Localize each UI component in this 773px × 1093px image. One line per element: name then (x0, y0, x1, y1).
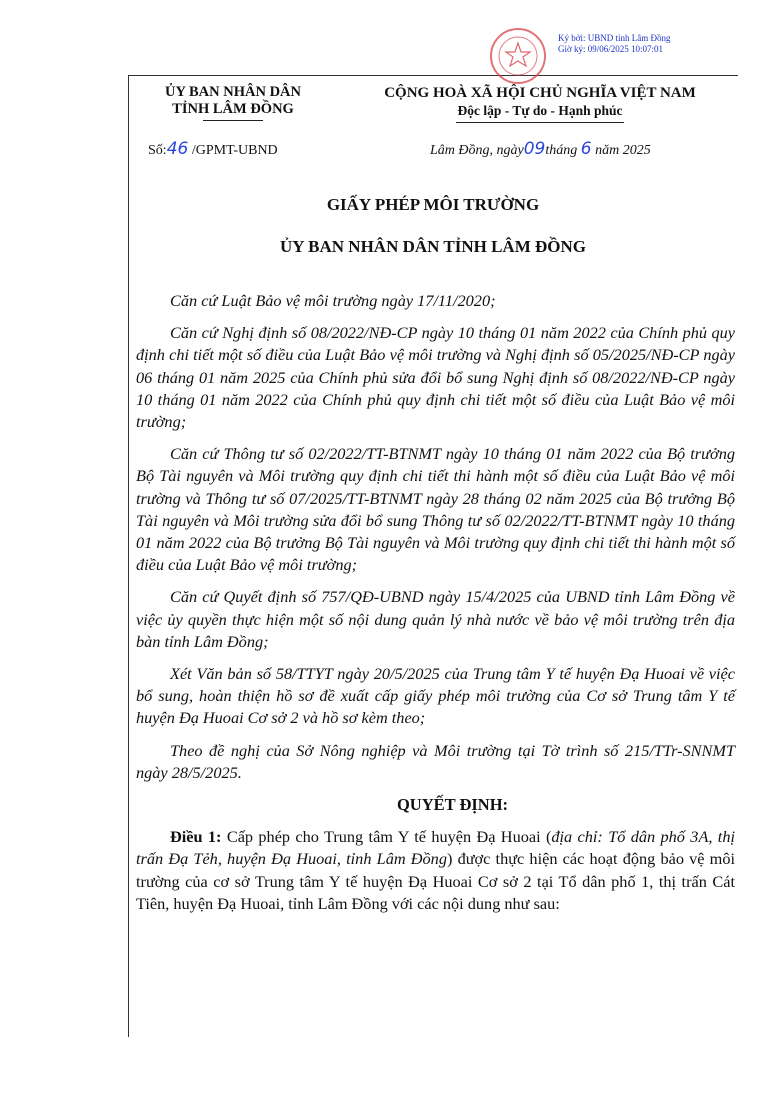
signature-signed-by: Ký bởi: UBND tỉnh Lâm Đồng (558, 33, 671, 43)
agency-line-2: TỈNH LÂM ĐỒNG (172, 101, 294, 117)
official-seal-icon (488, 26, 548, 86)
number-handwritten: 46 (166, 139, 189, 159)
national-header (345, 84, 735, 123)
article-1-text-b: ) được thực hiện các hoạt động bảo vệ môi trường của cơ sở Trung tâm Y tế huyện Đạ Huoai Cơ sở 2 tại Tổ dân phố 1, thị trấn Cát Tiên, huyện Đạ Huoai, tỉnh Lâm Đồng với các nội dung như sau: (136, 849, 736, 913)
issue-date (430, 139, 651, 159)
preamble-item: Căn cứ Nghị định số 08/2022/NĐ-CP ngày 10 tháng 01 năm 2022 của Chính phủ quy định chi tiết một số điều của Luật Bảo vệ môi trường và Nghị định số 05/2025/NĐ-CP ngày 06 tháng 01 năm 2025 của Chính phủ sửa đổi bổ sung Nghị định số 08/2022/NĐ-CP ngày 10 tháng 01 năm 2022 của Chính phủ quy định chi tiết một số điều của Luật Bảo vệ môi trường; (136, 323, 735, 432)
preamble-item: Xét Văn bản số 58/TTYT ngày 20/5/2025 của Trung tâm Y tế huyện Đạ Huoai về việc bổ sung, hoàn thiện hồ sơ đề xuất cấp giấy phép môi trường của Cơ sở Trung tâm Y tế huyện Đạ Huoai Cơ sở 2 và hồ sơ kèm theo; (136, 664, 735, 728)
issuer-title: ỦY BAN NHÂN DÂN TỈNH LÂM ĐỒNG (279, 237, 586, 256)
article-1-address: địa chỉ: Tổ dân phố 3A, thị trấn Đạ Tẻh, huyện Đạ Huoai, tỉnh Lâm Đồng (136, 827, 735, 869)
document-title: GIẤY PHÉP MÔI TRƯỜNG (326, 195, 540, 214)
issuing-agency (148, 84, 318, 121)
signature-signed-time: Giờ ký: 09/06/2025 10:07:01 (558, 44, 664, 54)
article-1 (136, 826, 735, 915)
date-day-handwritten: 09 (523, 139, 546, 159)
motto-underline (456, 122, 624, 123)
document-body (136, 290, 735, 925)
date-year: năm 2025 (595, 143, 651, 158)
agency-line-1: ỦY BAN NHÂN DÂN (164, 84, 301, 100)
article-1-label: Điều 1: (170, 827, 222, 847)
article-1-text-a: Cấp phép cho Trung tâm Y tế huyện Đạ Huoai ( (221, 827, 552, 847)
page-frame-top (128, 75, 738, 76)
preamble-item: Căn cứ Quyết định số 757/QĐ-UBND ngày 15/4/2025 của UBND tỉnh Lâm Đồng về việc ủy quyền thực hiện một số nội dung quản lý nhà nước về bảo vệ môi trường trên địa bàn tỉnh Lâm Đồng; (136, 587, 735, 651)
page-frame-left (128, 75, 129, 1037)
number-suffix: /GPMT-UBND (188, 143, 278, 158)
document-number (148, 139, 278, 159)
country-name: CỘNG HOÀ XÃ HỘI CHỦ NGHĨA VIỆT NAM (384, 85, 696, 101)
agency-underline (203, 120, 263, 121)
preamble-item: Căn cứ Thông tư số 02/2022/TT-BTNMT ngày 10 tháng 01 năm 2022 của Bộ trưởng Bộ Tài nguyên và Môi trường quy định chi tiết thi hành một số điều của Luật Bảo vệ môi trường và Thông tư số 07/2025/TT-BTNMT ngày 28 tháng 02 năm 2025 của Bộ trưởng Bộ Tài nguyên và Môi trường sửa đổi bổ sung Thông tư số 02/2022/TT-BTNMT ngày 10 tháng 01 năm 2022 của Bộ trưởng Bộ Tài nguyên và Môi trường quy định chi tiết thi hành một số điều của Luật Bảo vệ môi trường; (136, 444, 735, 575)
preamble-item: Theo đề nghị của Sở Nông nghiệp và Môi trường tại Tờ trình số 215/TTr-SNNMT ngày 28/5/2025. (136, 740, 735, 782)
preamble-item: Căn cứ Luật Bảo vệ môi trường ngày 17/11/2020; (170, 291, 496, 310)
national-motto: Độc lập - Tự do - Hạnh phúc (457, 103, 623, 118)
decision-heading: QUYẾT ĐỊNH: (396, 795, 509, 815)
digital-signature-info (558, 33, 671, 55)
date-month-handwritten: 6 (580, 139, 592, 159)
date-prefix: Lâm Đồng, ngày (430, 143, 524, 158)
date-month-label: tháng (545, 143, 578, 158)
number-prefix: Số: (148, 143, 167, 158)
